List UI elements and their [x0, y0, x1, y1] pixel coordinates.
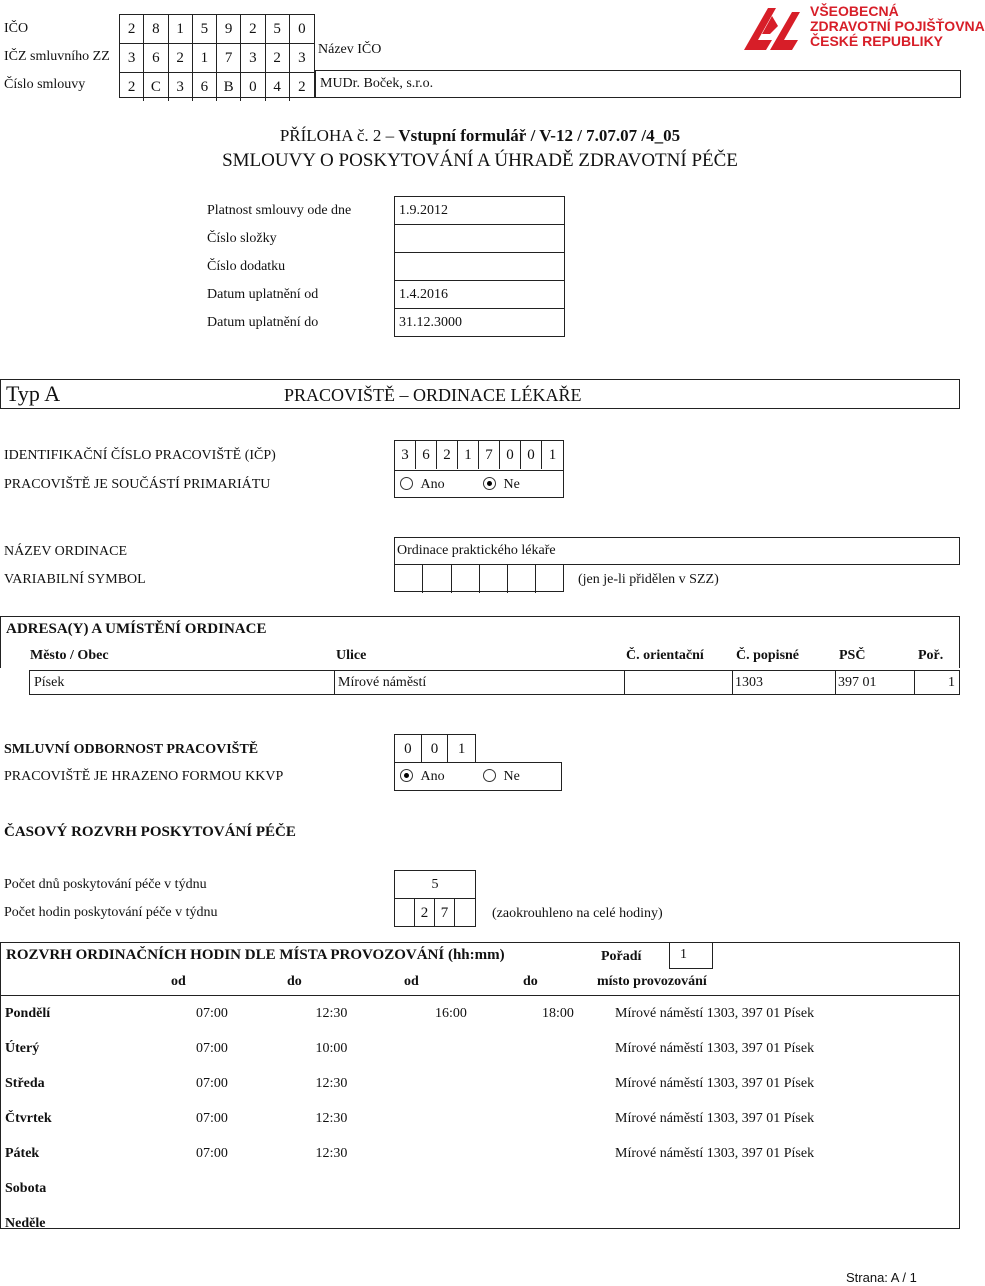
ico-digits	[120, 15, 314, 44]
folder-number-label: Číslo složky	[207, 231, 277, 246]
company-name-field[interactable]	[315, 70, 961, 98]
from-1: 07:00	[196, 1145, 228, 1161]
cell-divider	[334, 671, 335, 694]
icz-digits	[120, 44, 314, 73]
specialty-label: SMLUVNÍ ODBORNOST PRACOVIŠTĚ	[4, 742, 259, 757]
digit[interactable]: 0	[521, 441, 542, 469]
from-1: 07:00	[196, 1005, 228, 1021]
days-field[interactable]: 5	[394, 870, 476, 898]
digit[interactable]	[508, 565, 536, 593]
office-name-value: Ordinace praktického lékaře	[397, 543, 556, 558]
digit[interactable]: 1	[193, 44, 217, 72]
to-2	[507, 1066, 609, 1101]
digit[interactable]: 0	[241, 73, 265, 101]
col-popis: Č. popisné	[736, 648, 800, 663]
digit[interactable]: 0	[395, 735, 422, 763]
day-label: Sobota	[5, 1180, 47, 1196]
address-heading: ADRESA(Y) A UMÍSTĚNÍ ORDINACE	[6, 621, 267, 637]
digit[interactable]: 9	[217, 15, 241, 43]
day-label: Středa	[5, 1075, 45, 1091]
col-orient: Č. orientační	[626, 648, 704, 663]
cell-divider	[914, 671, 915, 694]
primariat-yes[interactable]: Ano	[400, 477, 445, 493]
address-street: Mírové náměstí	[338, 675, 427, 690]
to-1: 12:30	[315, 1075, 348, 1091]
col-psc: PSČ	[839, 648, 866, 663]
from-1: 07:00	[196, 1075, 228, 1091]
digit[interactable]: 6	[193, 73, 217, 101]
table-row[interactable]	[1, 1171, 959, 1206]
radio-checked-icon[interactable]	[483, 477, 496, 490]
digit[interactable]: 1	[169, 15, 193, 43]
digit[interactable]: C	[144, 73, 168, 101]
logo-line-2: ZDRAVOTNÍ POJIŠŤOVNA	[810, 18, 985, 34]
icz-label: IČZ smluvního ZZ	[4, 49, 110, 64]
address-section	[0, 616, 960, 644]
variable-symbol-label: VARIABILNÍ SYMBOL	[4, 572, 146, 587]
place: Mírové náměstí 1303, 397 01 Písek	[615, 1040, 815, 1056]
company-name-label: Název IČO	[318, 42, 382, 57]
digit[interactable]: 3	[120, 44, 144, 72]
hours-table-heading: ROZVRH ORDINAČNÍCH HODIN DLE MÍSTA PROVOZOVÁNÍ (hh:mm)	[6, 947, 505, 963]
validity-field[interactable]: 1.9.2012	[395, 197, 564, 225]
to-1: 12:30	[315, 1145, 348, 1161]
digit[interactable]: 0	[298, 21, 306, 37]
hours-grid	[1, 995, 959, 1241]
digit[interactable]: 2	[415, 899, 435, 927]
page-number: Strana: A / 1	[846, 1270, 917, 1285]
place: Mírové náměstí 1303, 397 01 Písek	[615, 1075, 815, 1091]
digit[interactable]	[480, 565, 508, 593]
validity-label: Platnost smlouvy ode dne	[207, 203, 352, 218]
from-1: 07:00	[196, 1110, 228, 1126]
hours-digits	[395, 899, 475, 927]
from-1	[156, 1206, 268, 1241]
to-2	[507, 1171, 609, 1206]
day-label: Pátek	[5, 1145, 40, 1161]
digit[interactable]: 2	[120, 15, 144, 43]
to-2	[507, 1136, 609, 1171]
digit[interactable]: B	[217, 73, 241, 101]
digit[interactable]: 4	[266, 73, 290, 101]
order-field[interactable]: 1	[669, 943, 713, 969]
from-2: 16:00	[435, 1005, 467, 1021]
hours-label: Počet hodin poskytování péče v týdnu	[4, 905, 218, 920]
radio-icon[interactable]	[483, 769, 496, 782]
digit[interactable]	[452, 565, 480, 593]
digit[interactable]	[423, 565, 451, 593]
from-2	[395, 1136, 507, 1171]
schedule-heading: ČASOVÝ ROZVRH POSKYTOVÁNÍ PÉČE	[4, 824, 296, 840]
col-to-1: do	[287, 974, 302, 989]
digit[interactable]: 6	[416, 441, 437, 469]
col-street: Ulice	[336, 648, 367, 663]
table-row[interactable]	[1, 1031, 959, 1066]
validity-fields	[394, 196, 565, 337]
digit[interactable]: 7	[217, 44, 241, 72]
kkvp-options	[394, 762, 562, 791]
cell-divider	[732, 671, 733, 694]
ico-label: IČO	[4, 21, 29, 36]
variable-symbol-note: (jen je-li přidělen v SZZ)	[578, 572, 719, 587]
digit[interactable]	[395, 899, 415, 927]
applied-to-field[interactable]: 31.12.3000	[399, 315, 462, 330]
kkvp-no[interactable]: Ne	[483, 769, 520, 785]
digit[interactable]: 3	[169, 73, 193, 101]
digit[interactable]: 3	[298, 50, 306, 66]
to-2	[507, 1101, 609, 1136]
kkvp-yes[interactable]: Ano	[400, 769, 445, 785]
digit[interactable]: 2	[120, 73, 144, 101]
digit[interactable]: 2	[266, 44, 290, 72]
hours-table	[0, 942, 960, 1229]
kkvp-label: PRACOVIŠTĚ JE HRAZENO FORMOU KKVP	[4, 769, 284, 784]
addendum-number-label: Číslo dodatku	[207, 259, 286, 274]
place	[609, 1206, 959, 1241]
digit[interactable]: 6	[144, 44, 168, 72]
col-city: Město / Obec	[30, 648, 109, 663]
col-place: místo provozování	[597, 974, 707, 989]
type-section-header	[0, 379, 960, 409]
address-psc: 397 01	[838, 675, 877, 690]
place	[609, 1171, 959, 1206]
company-name-value: MUDr. Boček, s.r.o.	[320, 76, 434, 91]
title-annex: PŘÍLOHA č. 2	[279, 126, 382, 145]
primariat-options	[395, 471, 563, 498]
icp-label: IDENTIFIKAČNÍ ČÍSLO PRACOVIŠTĚ (IČP)	[4, 448, 276, 463]
day-label: Neděle	[5, 1215, 46, 1231]
hours-note: (zaokrouhleno na celé hodiny)	[492, 906, 663, 921]
digit[interactable]: 2	[241, 15, 265, 43]
col-from-2: od	[404, 974, 419, 989]
table-row[interactable]	[1, 1206, 959, 1241]
table-row[interactable]	[1, 1101, 959, 1136]
office-name-label: NÁZEV ORDINACE	[4, 544, 128, 559]
address-order: 1	[948, 675, 955, 690]
from-1: 07:00	[196, 1040, 228, 1056]
digit[interactable]: 7	[479, 441, 500, 469]
digit[interactable]: 2	[437, 441, 458, 469]
radio-checked-icon[interactable]	[400, 769, 413, 782]
vzp-logo	[742, 3, 985, 54]
to-2	[507, 1031, 609, 1066]
digit[interactable]: 8	[144, 15, 168, 43]
to-1: 12:30	[315, 1005, 348, 1021]
col-order: Poř.	[918, 648, 944, 663]
col-from-1: od	[171, 974, 186, 989]
to-1	[268, 1206, 395, 1241]
digit[interactable]: 5	[193, 15, 217, 43]
applied-from-label: Datum uplatnění od	[207, 287, 319, 302]
digit[interactable]: 3	[395, 441, 416, 469]
from-2	[395, 1031, 507, 1066]
to-1: 10:00	[315, 1040, 348, 1056]
radio-icon[interactable]	[400, 477, 413, 490]
vzp-logo-icon	[742, 4, 806, 52]
cell-divider	[835, 671, 836, 694]
to-1: 12:30	[315, 1110, 348, 1126]
variable-symbol-field[interactable]	[394, 564, 564, 592]
primariat-no[interactable]: Ne	[483, 477, 520, 493]
from-2	[395, 1206, 507, 1241]
specialty-digits	[395, 735, 475, 763]
digit[interactable]	[455, 899, 475, 927]
variable-symbol-digits	[395, 565, 563, 593]
digit[interactable]: 2	[169, 44, 193, 72]
digit[interactable]: 7	[435, 899, 455, 927]
place: Mírové náměstí 1303, 397 01 Písek	[615, 1005, 815, 1021]
col-to-2: do	[523, 974, 538, 989]
address-columns	[0, 644, 960, 668]
contract-number-label: Číslo smlouvy	[4, 77, 86, 92]
from-2	[395, 1171, 507, 1206]
day-label: Čtvrtek	[5, 1110, 52, 1126]
address-city: Písek	[34, 675, 65, 690]
table-row[interactable]	[1, 996, 959, 1032]
to-2	[507, 1206, 609, 1241]
header-digit-grid	[119, 14, 315, 98]
to-2: 18:00	[542, 1005, 574, 1021]
table-row[interactable]	[29, 670, 960, 695]
cell-divider	[624, 671, 625, 694]
primariat-label: PRACOVIŠTĚ JE SOUČÁSTÍ PRIMARIÁTU	[4, 477, 271, 492]
office-name-field[interactable]	[394, 537, 960, 565]
digit[interactable]: 3	[241, 44, 265, 72]
digit[interactable]: 0	[500, 441, 521, 469]
digit[interactable]: 1	[457, 741, 466, 757]
to-1	[268, 1171, 395, 1206]
digit[interactable]	[395, 565, 423, 593]
digit[interactable]: 5	[266, 15, 290, 43]
icp-fields	[394, 440, 564, 498]
day-label: Pondělí	[5, 1005, 51, 1021]
hours-field	[394, 898, 476, 927]
from-2	[395, 1101, 507, 1136]
title-code: / V-12 / 7.07.07 /4_05	[530, 126, 681, 145]
days-label: Počet dnů poskytování péče v týdnu	[4, 877, 207, 892]
day-label: Úterý	[5, 1040, 40, 1056]
digit[interactable]: 1	[548, 447, 557, 463]
order-label: Pořadí	[601, 949, 642, 964]
form-subtitle: SMLOUVY O POSKYTOVÁNÍ A ÚHRADĚ ZDRAVOTNÍ PÉČE	[222, 150, 738, 171]
table-row[interactable]	[1, 1136, 959, 1171]
addendum-number-field[interactable]	[395, 253, 564, 281]
applied-to-label: Datum uplatnění do	[207, 315, 319, 330]
logo-line-1: VŠEOBECNÁ	[810, 3, 899, 19]
contract-digits	[120, 73, 314, 101]
digit[interactable]: 2	[298, 79, 306, 95]
title-form: Vstupní formulář	[398, 126, 527, 145]
icp-digits	[395, 441, 563, 471]
type-label: Typ A	[6, 381, 61, 406]
table-row[interactable]	[1, 1066, 959, 1101]
place: Mírové náměstí 1303, 397 01 Písek	[615, 1110, 815, 1126]
from-2	[395, 1066, 507, 1101]
digit[interactable]: 1	[458, 441, 479, 469]
place: Mírové náměstí 1303, 397 01 Písek	[615, 1145, 815, 1161]
title-dash: –	[385, 126, 395, 145]
type-heading: PRACOVIŠTĚ – ORDINACE LÉKAŘE	[284, 385, 582, 405]
digit[interactable]: 0	[422, 735, 449, 763]
digit[interactable]	[536, 565, 562, 593]
logo-line-3: ČESKÉ REPUBLIKY	[810, 33, 944, 49]
address-popis: 1303	[735, 675, 763, 690]
specialty-field	[394, 734, 476, 763]
form-title	[0, 126, 960, 146]
applied-from-field[interactable]: 1.4.2016	[395, 281, 564, 309]
from-1	[156, 1171, 268, 1206]
folder-number-field[interactable]	[395, 225, 564, 253]
